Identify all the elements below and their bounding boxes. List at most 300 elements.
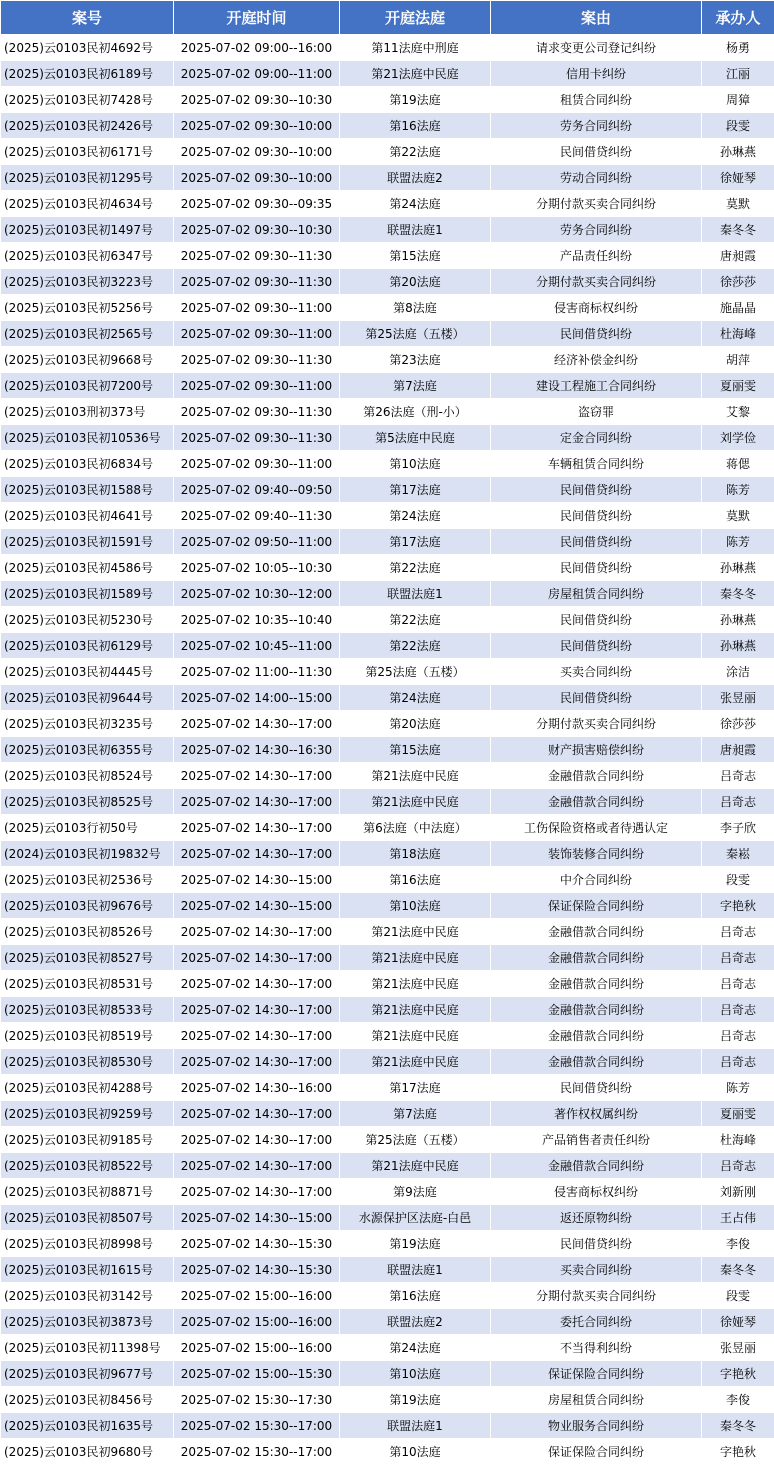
cell-case-number: (2025)云0103民初2536号 [1,867,174,893]
cell-courtroom: 第21法庭中民庭 [340,945,491,971]
table-row [1,217,774,243]
cell-cause: 保证保险合同纠纷 [491,893,702,919]
cell-courtroom: 第22法庭 [340,633,491,659]
cell-case-number: (2025)云0103民初8871号 [1,1179,174,1205]
table-row [1,191,774,217]
table-row [1,659,774,685]
cell-case-number: (2025)云0103民初1635号 [1,1413,174,1439]
cell-judge: 施晶晶 [702,295,774,321]
cell-cause: 建设工程施工合同纠纷 [491,373,702,399]
cell-courtroom: 第16法庭 [340,1283,491,1309]
cell-hearing-time: 2025-07-02 14:30--17:00 [174,997,340,1023]
cell-case-number: (2025)云0103民初2426号 [1,113,174,139]
cell-cause: 金融借款合同纠纷 [491,1023,702,1049]
table-row [1,581,774,607]
cell-judge: 秦冬冬 [702,581,774,607]
cell-hearing-time: 2025-07-02 09:30--11:00 [174,373,340,399]
cell-cause: 中介合同纠纷 [491,867,702,893]
cell-courtroom: 水源保护区法庭-白邑 [340,1205,491,1231]
table-row [1,61,774,87]
cell-case-number: (2025)云0103民初2565号 [1,321,174,347]
cell-judge: 李俊 [702,1231,774,1257]
table-row [1,633,774,659]
cell-judge: 唐昶霞 [702,243,774,269]
cell-hearing-time: 2025-07-02 09:30--11:00 [174,451,340,477]
cell-courtroom: 第7法庭 [340,1101,491,1127]
cell-cause: 房屋租赁合同纠纷 [491,581,702,607]
cell-case-number: (2025)云0103民初9644号 [1,685,174,711]
table-row [1,295,774,321]
cell-case-number: (2025)云0103民初1615号 [1,1257,174,1283]
cell-hearing-time: 2025-07-02 14:30--17:00 [174,711,340,737]
cell-hearing-time: 2025-07-02 09:40--09:50 [174,477,340,503]
table-row [1,1283,774,1309]
cell-courtroom: 第7法庭 [340,373,491,399]
cell-courtroom: 第10法庭 [340,451,491,477]
cell-cause: 保证保险合同纠纷 [491,1361,702,1387]
cell-courtroom: 联盟法庭1 [340,581,491,607]
cell-hearing-time: 2025-07-02 14:30--16:30 [174,737,340,763]
cell-cause: 劳务合同纠纷 [491,217,702,243]
cell-courtroom: 第5法庭中民庭 [340,425,491,451]
cell-courtroom: 第16法庭 [340,867,491,893]
cell-judge: 吕奇志 [702,1153,774,1179]
cell-courtroom: 第6法庭（中法庭） [340,815,491,841]
cell-judge: 李子欣 [702,815,774,841]
cell-hearing-time: 2025-07-02 14:30--17:00 [174,789,340,815]
cell-judge: 孙琳燕 [702,607,774,633]
cell-hearing-time: 2025-07-02 09:30--11:30 [174,243,340,269]
cell-case-number: (2025)云0103民初10536号 [1,425,174,451]
cell-courtroom: 联盟法庭2 [340,165,491,191]
cell-cause: 劳动合同纠纷 [491,165,702,191]
table-row [1,555,774,581]
cell-judge: 胡萍 [702,347,774,373]
cell-case-number: (2025)云0103民初9259号 [1,1101,174,1127]
cell-case-number: (2025)云0103民初1591号 [1,529,174,555]
cell-hearing-time: 2025-07-02 14:30--17:00 [174,945,340,971]
cell-hearing-time: 2025-07-02 09:00--11:00 [174,61,340,87]
cell-case-number: (2025)云0103民初5230号 [1,607,174,633]
cell-courtroom: 第24法庭 [340,1335,491,1361]
cell-courtroom: 第19法庭 [340,1387,491,1413]
cell-courtroom: 第25法庭（五楼） [340,1127,491,1153]
cell-hearing-time: 2025-07-02 15:30--17:00 [174,1439,340,1465]
cell-judge: 孙琳燕 [702,633,774,659]
cell-hearing-time: 2025-07-02 09:30--11:00 [174,295,340,321]
cell-cause: 返还原物纠纷 [491,1205,702,1231]
cell-hearing-time: 2025-07-02 09:00--16:00 [174,35,340,61]
cell-courtroom: 第26法庭（刑-小） [340,399,491,425]
cell-hearing-time: 2025-07-02 09:30--11:30 [174,399,340,425]
cell-cause: 物业服务合同纠纷 [491,1413,702,1439]
cell-judge: 秦崧 [702,841,774,867]
table-row [1,1413,774,1439]
cell-courtroom: 第23法庭 [340,347,491,373]
cell-judge: 段雯 [702,113,774,139]
table-row [1,607,774,633]
cell-judge: 陈芳 [702,1075,774,1101]
table-row [1,945,774,971]
cell-case-number: (2025)云0103民初4634号 [1,191,174,217]
table-row [1,373,774,399]
cell-hearing-time: 2025-07-02 14:30--15:30 [174,1257,340,1283]
cell-judge: 吕奇志 [702,1023,774,1049]
cell-judge: 陈芳 [702,529,774,555]
cell-case-number: (2025)云0103民初6347号 [1,243,174,269]
table-row [1,1153,774,1179]
header-row [1,1,774,35]
cell-cause: 保证保险合同纠纷 [491,1439,702,1465]
cell-case-number: (2025)云0103民初6189号 [1,61,174,87]
table-row [1,997,774,1023]
cell-courtroom: 第15法庭 [340,737,491,763]
cell-judge: 杜海峰 [702,1127,774,1153]
cell-judge: 杜海峰 [702,321,774,347]
cell-hearing-time: 2025-07-02 14:30--17:00 [174,841,340,867]
cell-courtroom: 第24法庭 [340,191,491,217]
cell-hearing-time: 2025-07-02 14:30--17:00 [174,763,340,789]
cell-case-number: (2025)云0103民初1588号 [1,477,174,503]
cell-hearing-time: 2025-07-02 10:05--10:30 [174,555,340,581]
cell-case-number: (2025)云0103民初8519号 [1,1023,174,1049]
cell-judge: 吕奇志 [702,997,774,1023]
table-row [1,1179,774,1205]
cell-cause: 民间借贷纠纷 [491,503,702,529]
cell-hearing-time: 2025-07-02 14:30--15:00 [174,1205,340,1231]
cell-hearing-time: 2025-07-02 09:30--10:30 [174,217,340,243]
table-row [1,529,774,555]
cell-hearing-time: 2025-07-02 09:30--10:00 [174,139,340,165]
cell-hearing-time: 2025-07-02 14:30--17:00 [174,1101,340,1127]
cell-hearing-time: 2025-07-02 09:30--11:30 [174,269,340,295]
cell-case-number: (2025)云0103民初8507号 [1,1205,174,1231]
cell-hearing-time: 2025-07-02 15:00--16:00 [174,1335,340,1361]
cell-courtroom: 第17法庭 [340,1075,491,1101]
table-body [1,35,774,1465]
cell-case-number: (2025)云0103民初6834号 [1,451,174,477]
table-row [1,1361,774,1387]
cell-judge: 夏丽雯 [702,1101,774,1127]
cell-judge: 徐娅琴 [702,1309,774,1335]
table-row [1,1231,774,1257]
cell-hearing-time: 2025-07-02 10:45--11:00 [174,633,340,659]
cell-case-number: (2025)云0103民初4641号 [1,503,174,529]
cell-judge: 吕奇志 [702,763,774,789]
cell-hearing-time: 2025-07-02 14:30--15:30 [174,1231,340,1257]
cell-case-number: (2025)云0103民初9676号 [1,893,174,919]
cell-cause: 经济补偿金纠纷 [491,347,702,373]
cell-cause: 不当得利纠纷 [491,1335,702,1361]
cell-hearing-time: 2025-07-02 10:30--12:00 [174,581,340,607]
cell-hearing-time: 2025-07-02 14:30--17:00 [174,1127,340,1153]
table-row [1,1439,774,1465]
cell-hearing-time: 2025-07-02 14:30--17:00 [174,1153,340,1179]
cell-hearing-time: 2025-07-02 15:30--17:30 [174,1387,340,1413]
cell-cause: 民间借贷纠纷 [491,555,702,581]
cell-cause: 买卖合同纠纷 [491,659,702,685]
cell-courtroom: 第10法庭 [340,1439,491,1465]
table-row [1,321,774,347]
cell-judge: 字艳秋 [702,1439,774,1465]
cell-courtroom: 第25法庭（五楼） [340,659,491,685]
cell-case-number: (2025)云0103民初5256号 [1,295,174,321]
cell-courtroom: 第15法庭 [340,243,491,269]
table-row [1,737,774,763]
cell-hearing-time: 2025-07-02 14:30--17:00 [174,971,340,997]
cell-cause: 劳务合同纠纷 [491,113,702,139]
table-row [1,503,774,529]
cell-case-number: (2025)云0103民初3142号 [1,1283,174,1309]
cell-judge: 周獐 [702,87,774,113]
cell-judge: 吕奇志 [702,945,774,971]
cell-hearing-time: 2025-07-02 10:35--10:40 [174,607,340,633]
cell-cause: 产品销售者责任纠纷 [491,1127,702,1153]
cell-courtroom: 第22法庭 [340,607,491,633]
cell-courtroom: 第24法庭 [340,685,491,711]
cell-case-number: (2025)云0103民初9185号 [1,1127,174,1153]
cell-judge: 王占伟 [702,1205,774,1231]
cell-judge: 唐昶霞 [702,737,774,763]
cell-judge: 吕奇志 [702,919,774,945]
cell-case-number: (2025)云0103刑初373号 [1,399,174,425]
cell-cause: 金融借款合同纠纷 [491,763,702,789]
cell-cause: 装饰装修合同纠纷 [491,841,702,867]
cell-hearing-time: 2025-07-02 14:30--15:00 [174,893,340,919]
cell-cause: 民间借贷纠纷 [491,139,702,165]
cell-courtroom: 联盟法庭1 [340,1257,491,1283]
cell-judge: 张昱丽 [702,685,774,711]
table-row [1,685,774,711]
cell-case-number: (2025)云0103民初1295号 [1,165,174,191]
table-row [1,347,774,373]
cell-judge: 吕奇志 [702,971,774,997]
header-cause: 案由 [491,1,702,35]
table-header [1,1,774,35]
table-row [1,1049,774,1075]
cell-courtroom: 第24法庭 [340,503,491,529]
cell-hearing-time: 2025-07-02 09:30--11:00 [174,321,340,347]
cell-hearing-time: 2025-07-02 09:30--10:30 [174,87,340,113]
cell-case-number: (2025)云0103民初4692号 [1,35,174,61]
cell-judge: 段雯 [702,867,774,893]
cell-cause: 分期付款买卖合同纠纷 [491,191,702,217]
cell-hearing-time: 2025-07-02 14:30--17:00 [174,1179,340,1205]
cell-judge: 莫默 [702,503,774,529]
cell-cause: 民间借贷纠纷 [491,607,702,633]
cell-courtroom: 第19法庭 [340,1231,491,1257]
cell-courtroom: 第20法庭 [340,711,491,737]
cell-judge: 孙琳燕 [702,139,774,165]
cell-cause: 金融借款合同纠纷 [491,971,702,997]
cell-cause: 侵害商标权纠纷 [491,1179,702,1205]
cell-cause: 租赁合同纠纷 [491,87,702,113]
table-row [1,243,774,269]
cell-cause: 民间借贷纠纷 [491,633,702,659]
cell-judge: 陈芳 [702,477,774,503]
table-row [1,1309,774,1335]
cell-case-number: (2025)云0103民初8533号 [1,997,174,1023]
table-row [1,1075,774,1101]
cell-courtroom: 第20法庭 [340,269,491,295]
cell-courtroom: 第18法庭 [340,841,491,867]
cell-case-number: (2025)云0103行初50号 [1,815,174,841]
cell-judge: 吕奇志 [702,1049,774,1075]
cell-case-number: (2025)云0103民初8524号 [1,763,174,789]
cell-courtroom: 第10法庭 [340,893,491,919]
cell-hearing-time: 2025-07-02 14:30--17:00 [174,919,340,945]
cell-case-number: (2025)云0103民初3873号 [1,1309,174,1335]
cell-judge: 徐莎莎 [702,711,774,737]
cell-hearing-time: 2025-07-02 09:30--10:00 [174,113,340,139]
cell-judge: 刘新刚 [702,1179,774,1205]
cell-courtroom: 第21法庭中民庭 [340,789,491,815]
cell-judge: 张昱丽 [702,1335,774,1361]
cell-case-number: (2024)云0103民初19832号 [1,841,174,867]
cell-cause: 著作权权属纠纷 [491,1101,702,1127]
cell-courtroom: 联盟法庭1 [340,1413,491,1439]
table-row [1,1101,774,1127]
table-row [1,815,774,841]
cell-courtroom: 第22法庭 [340,139,491,165]
table-row [1,763,774,789]
table-row [1,711,774,737]
cell-courtroom: 第21法庭中民庭 [340,1153,491,1179]
cell-judge: 段雯 [702,1283,774,1309]
cell-cause: 委托合同纠纷 [491,1309,702,1335]
cell-hearing-time: 2025-07-02 15:00--16:00 [174,1283,340,1309]
cell-hearing-time: 2025-07-02 14:30--17:00 [174,1049,340,1075]
cell-courtroom: 第10法庭 [340,1361,491,1387]
cell-case-number: (2025)云0103民初8522号 [1,1153,174,1179]
cell-judge: 艾黎 [702,399,774,425]
cell-courtroom: 第11法庭中刑庭 [340,35,491,61]
table-row [1,1387,774,1413]
cell-hearing-time: 2025-07-02 11:00--11:30 [174,659,340,685]
table-row [1,425,774,451]
cell-judge: 徐娅琴 [702,165,774,191]
cell-courtroom: 第9法庭 [340,1179,491,1205]
cell-hearing-time: 2025-07-02 14:30--16:00 [174,1075,340,1101]
cell-cause: 房屋租赁合同纠纷 [491,1387,702,1413]
cell-hearing-time: 2025-07-02 09:30--11:30 [174,347,340,373]
cell-judge: 李俊 [702,1387,774,1413]
cell-case-number: (2025)云0103民初4586号 [1,555,174,581]
table-row [1,451,774,477]
table-row [1,841,774,867]
cell-hearing-time: 2025-07-02 14:30--17:00 [174,1023,340,1049]
cell-case-number: (2025)云0103民初8527号 [1,945,174,971]
cell-hearing-time: 2025-07-02 09:40--11:30 [174,503,340,529]
cell-courtroom: 第17法庭 [340,529,491,555]
cell-judge: 字艳秋 [702,893,774,919]
cell-case-number: (2025)云0103民初8525号 [1,789,174,815]
cell-judge: 字艳秋 [702,1361,774,1387]
cell-cause: 产品责任纠纷 [491,243,702,269]
cell-courtroom: 第16法庭 [340,113,491,139]
cell-case-number: (2025)云0103民初1497号 [1,217,174,243]
cell-case-number: (2025)云0103民初3223号 [1,269,174,295]
table-row [1,893,774,919]
cell-courtroom: 第19法庭 [340,87,491,113]
cell-cause: 分期付款买卖合同纠纷 [491,711,702,737]
cell-cause: 金融借款合同纠纷 [491,1153,702,1179]
cell-judge: 夏丽雯 [702,373,774,399]
cell-cause: 定金合同纠纷 [491,425,702,451]
cell-judge: 秦冬冬 [702,217,774,243]
cell-judge: 秦冬冬 [702,1257,774,1283]
cell-cause: 信用卡纠纷 [491,61,702,87]
table-row [1,919,774,945]
cell-case-number: (2025)云0103民初6171号 [1,139,174,165]
cell-cause: 民间借贷纠纷 [491,685,702,711]
cell-case-number: (2025)云0103民初9677号 [1,1361,174,1387]
cell-cause: 财产损害赔偿纠纷 [491,737,702,763]
header-courtroom: 开庭法庭 [340,1,491,35]
cell-cause: 金融借款合同纠纷 [491,789,702,815]
cell-case-number: (2025)云0103民初3235号 [1,711,174,737]
cell-case-number: (2025)云0103民初6129号 [1,633,174,659]
cell-hearing-time: 2025-07-02 14:30--17:00 [174,815,340,841]
table-row [1,1335,774,1361]
cell-cause: 民间借贷纠纷 [491,529,702,555]
cell-cause: 侵害商标权纠纷 [491,295,702,321]
header-hearing-time: 开庭时间 [174,1,340,35]
cell-case-number: (2025)云0103民初11398号 [1,1335,174,1361]
cell-cause: 分期付款买卖合同纠纷 [491,1283,702,1309]
cell-courtroom: 第21法庭中民庭 [340,763,491,789]
cell-hearing-time: 2025-07-02 09:50--11:00 [174,529,340,555]
cell-case-number: (2025)云0103民初8456号 [1,1387,174,1413]
cell-judge: 刘学俭 [702,425,774,451]
cell-cause: 民间借贷纠纷 [491,321,702,347]
cell-cause: 民间借贷纠纷 [491,1231,702,1257]
table-row [1,113,774,139]
cell-case-number: (2025)云0103民初4288号 [1,1075,174,1101]
table-row [1,1205,774,1231]
cell-case-number: (2025)云0103民初6355号 [1,737,174,763]
cell-judge: 蒋偲 [702,451,774,477]
cell-courtroom: 第25法庭（五楼） [340,321,491,347]
cell-courtroom: 第17法庭 [340,477,491,503]
cell-cause: 车辆租赁合同纠纷 [491,451,702,477]
cell-judge: 莫默 [702,191,774,217]
header-judge: 承办人 [702,1,774,35]
table-row [1,87,774,113]
cell-cause: 工伤保险资格或者待遇认定 [491,815,702,841]
table-row [1,1257,774,1283]
cell-case-number: (2025)云0103民初8526号 [1,919,174,945]
cell-judge: 吕奇志 [702,789,774,815]
table-row [1,399,774,425]
cell-courtroom: 第21法庭中民庭 [340,1023,491,1049]
cell-judge: 孙琳燕 [702,555,774,581]
cell-hearing-time: 2025-07-02 14:30--15:00 [174,867,340,893]
cell-cause: 分期付款买卖合同纠纷 [491,269,702,295]
cell-case-number: (2025)云0103民初9668号 [1,347,174,373]
table-row [1,477,774,503]
cell-courtroom: 第22法庭 [340,555,491,581]
table-row [1,1023,774,1049]
table-row [1,867,774,893]
table-row [1,1127,774,1153]
cell-hearing-time: 2025-07-02 15:00--15:30 [174,1361,340,1387]
cell-judge: 杨勇 [702,35,774,61]
table-row [1,139,774,165]
cell-judge: 徐莎莎 [702,269,774,295]
cell-case-number: (2025)云0103民初1589号 [1,581,174,607]
cell-case-number: (2025)云0103民初7200号 [1,373,174,399]
